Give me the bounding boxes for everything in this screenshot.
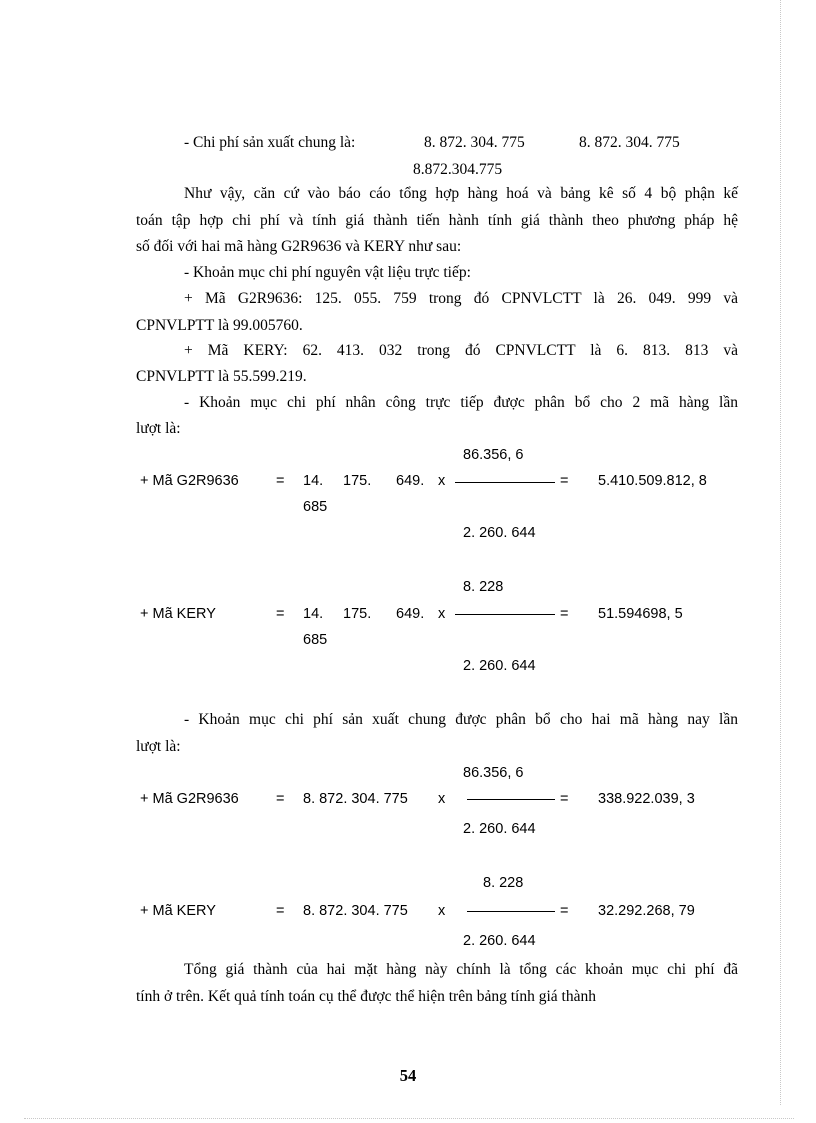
labor-g2r-times: x <box>438 473 446 489</box>
overhead-kery-fraction-bar <box>467 911 555 912</box>
summary-value-2: 8. 872. 304. 775 <box>579 134 680 151</box>
page-number: 54 <box>399 1066 417 1085</box>
item-material-heading: - Khoản mục chi phí nguyên vật liệu trực tiếp: <box>184 264 471 281</box>
page-border-right <box>780 0 781 1105</box>
labor-g2r-base-part-2: 175. <box>343 473 372 489</box>
labor-kery-numerator: 8. 228 <box>463 579 504 595</box>
labor-kery-base-part-1: 14. <box>303 606 324 622</box>
labor-kery-base-tail: 685 <box>303 632 328 648</box>
summary-value-3: 8.872.304.775 <box>413 161 503 178</box>
material-g2r-line-1: + Mã G2R9636: 125. 055. 759 trong đó CPNVLCTT là 26. 049. 999 và <box>184 290 738 307</box>
labor-kery-equals: = <box>276 606 285 622</box>
labor-g2r-base-tail: 685 <box>303 499 328 515</box>
overhead-kery-numerator: 8. 228 <box>483 875 524 891</box>
overhead-g2r-equals-2: = <box>560 791 569 807</box>
conclusion-line-2: tính ở trên. Kết quả tính toán cụ thể được thể hiện trên bảng tính giá thành <box>136 988 596 1005</box>
overhead-kery-equals-2: = <box>560 903 569 919</box>
conclusion-line-1: Tổng giá thành của hai mặt hàng này chính là tổng các khoản mục chi phí đã <box>184 961 738 978</box>
page-border-bottom <box>24 1118 794 1119</box>
labor-g2r-numerator: 86.356, 6 <box>463 447 524 463</box>
overhead-g2r-equals: = <box>276 791 285 807</box>
overhead-kery-label: + Mã KERY <box>140 903 216 919</box>
overhead-kery-result: 32.292.268, 79 <box>598 903 695 919</box>
paragraph-1-line-3: số đối với hai mã hàng G2R9636 và KERY như sau: <box>136 238 462 255</box>
paragraph-1-line-1: Như vậy, căn cứ vào báo cáo tổng hợp hàng hoá và bảng kê số 4 bộ phận kế <box>184 185 738 202</box>
overhead-g2r-fraction-bar <box>467 799 555 800</box>
item-overhead-line-1: - Khoản mục chi phí sản xuất chung được phân bổ cho hai mã hàng nay lần <box>184 711 738 728</box>
item-labor-line-2: lượt là: <box>136 420 181 437</box>
item-labor-line-1: - Khoản mục chi phí nhân công trực tiếp được phân bổ cho 2 mã hàng lần <box>184 394 738 411</box>
material-kery-line-1: + Mã KERY: 62. 413. 032 trong đó CPNVLCTT là 6. 813. 813 và <box>184 342 738 359</box>
paragraph-1-line-2: toán tập hợp chi phí và tính giá thành tiến hành tính giá thành theo phương pháp hệ <box>136 212 738 229</box>
labor-g2r-fraction-bar <box>455 482 555 483</box>
labor-kery-label: + Mã KERY <box>140 606 216 622</box>
labor-g2r-result: 5.410.509.812, 8 <box>598 473 707 489</box>
overhead-kery-base: 8. 872. 304. 775 <box>303 903 408 919</box>
overhead-kery-denominator: 2. 260. 644 <box>463 933 536 949</box>
overhead-g2r-label: + Mã G2R9636 <box>140 791 239 807</box>
labor-g2r-base-part-1: 14. <box>303 473 324 489</box>
labor-g2r-denominator: 2. 260. 644 <box>463 525 536 541</box>
overhead-g2r-times: x <box>438 791 446 807</box>
overhead-kery-equals: = <box>276 903 285 919</box>
labor-kery-fraction-bar <box>455 614 555 615</box>
labor-kery-base-part-2: 175. <box>343 606 372 622</box>
labor-kery-denominator: 2. 260. 644 <box>463 658 536 674</box>
overhead-g2r-numerator: 86.356, 6 <box>463 765 524 781</box>
labor-g2r-label: + Mã G2R9636 <box>140 473 239 489</box>
material-g2r-line-2: CPNVLPTT là 99.005760. <box>136 317 303 334</box>
overhead-g2r-base: 8. 872. 304. 775 <box>303 791 408 807</box>
labor-kery-result: 51.594698, 5 <box>598 606 683 622</box>
summary-value-1: 8. 872. 304. 775 <box>424 134 525 151</box>
labor-kery-equals-2: = <box>560 606 569 622</box>
material-kery-line-2: CPNVLPTT là 55.599.219. <box>136 368 307 385</box>
labor-kery-times: x <box>438 606 446 622</box>
labor-kery-base-part-3: 649. <box>396 606 425 622</box>
labor-g2r-equals: = <box>276 473 285 489</box>
overhead-g2r-denominator: 2. 260. 644 <box>463 821 536 837</box>
overhead-g2r-result: 338.922.039, 3 <box>598 791 695 807</box>
overhead-kery-times: x <box>438 903 446 919</box>
summary-label: - Chi phí sản xuất chung là: <box>184 134 356 151</box>
labor-g2r-equals-2: = <box>560 473 569 489</box>
item-overhead-line-2: lượt là: <box>136 738 181 755</box>
labor-g2r-base-part-3: 649. <box>396 473 425 489</box>
